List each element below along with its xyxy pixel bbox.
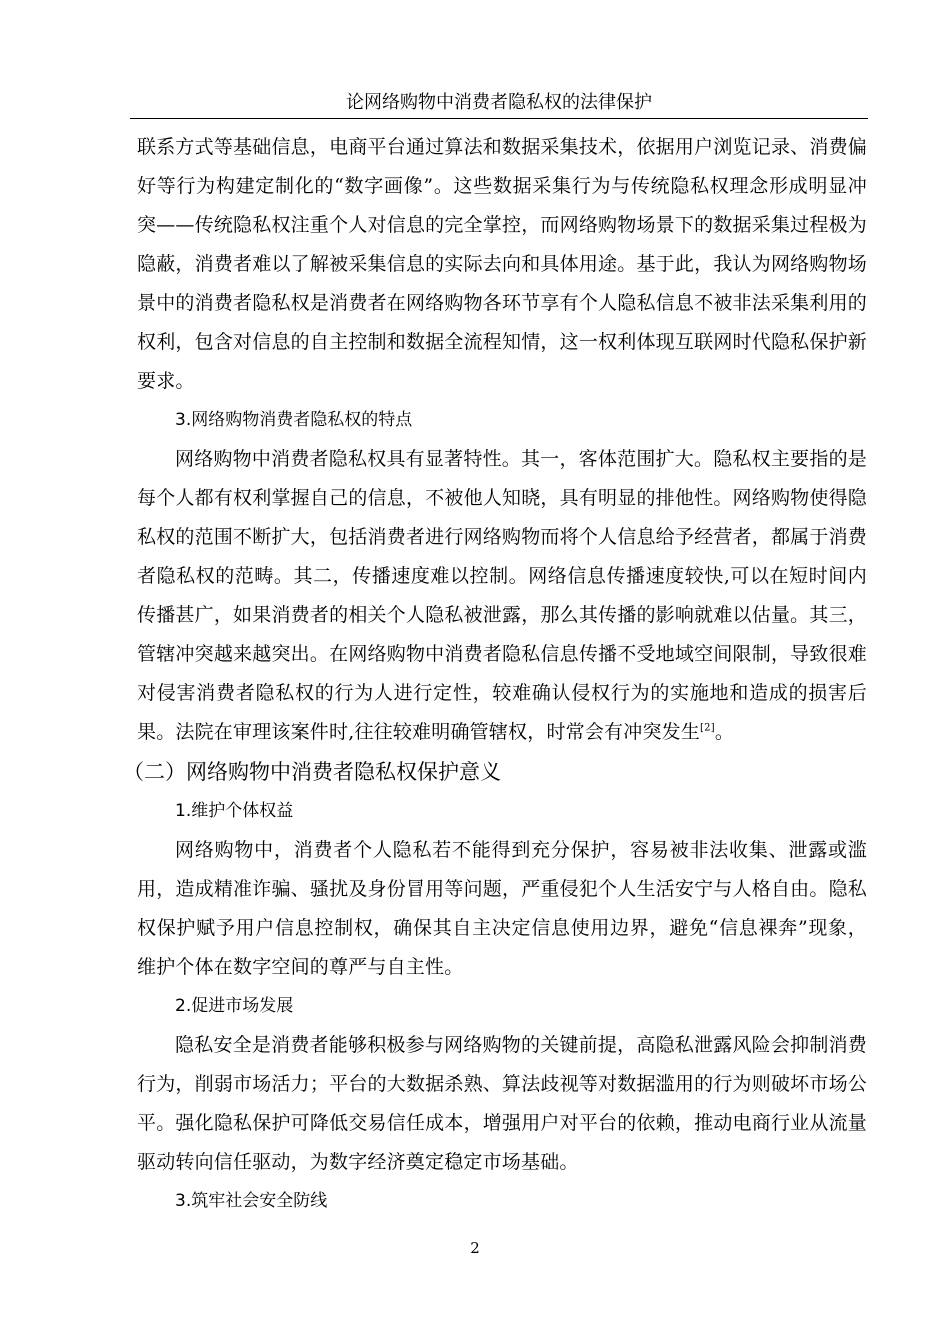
- subheading-individual-rights: 1.维护个体权益: [175, 801, 294, 821]
- paragraph-features-text: 网络购物中消费者隐私权具有显著特性。其一，客体范围扩大。隐私权主要指的是每个人都有权利掌握自己的信息，不被他人知晓，具有明显的排他性。网络购物使得隐私权的范围不断扩大，包括消费者进行网络购物而将个人信息给予经营者，都属于消费者隐私权的范畴。其二，传播速度难以控制。网络信息传播速度较快,可以在短时间内传播甚广，如果消费者的相关个人隐私被泄露，那么其传播的影响就难以估量。其三，管辖冲突越来越突出。在网络购物中消费者隐私信息传播不受地域空间限制，导致很难对侵害消费者隐私权的行为人进行定性，较难确认侵权行为的实施地和造成的损害后果。法院在审理该案件时,往往较难明确管辖权，时常会有冲突发生: [137, 448, 867, 743]
- document-body: [123, 128, 867, 1221]
- page-header: [130, 90, 868, 119]
- subheading-features: 3.网络购物消费者隐私权的特点: [175, 410, 413, 430]
- paragraph-market: 隐私安全是消费者能够积极参与网络购物的关键前提，高隐私泄露风险会抑制消费行为，削弱市场活力；平台的大数据杀熟、算法歧视等对数据滥用的行为则破坏市场公平。强化隐私保护可降低交易信任成本，增强用户对平台的依赖，推动电商行业从流量驱动转向信任驱动，为数字经济奠定稳定市场基础。: [137, 1034, 867, 1173]
- paragraph-continued: 联系方式等基础信息，电商平台通过算法和数据采集技术，依据用户浏览记录、消费偏好等行为构建定制化的“数字画像”。这些数据采集行为与传统隐私权理念形成明显冲突——传统隐私权注重个人对信息的完全掌控，而网络购物场景下的数据采集过程极为隐蔽，消费者难以了解被采集信息的实际去向和具体用途。基于此，我认为网络购物场景中的消费者隐私权是消费者在网络购物各环节享有个人隐私信息不被非法采集利用的权利，包含对信息的自主控制和数据全流程知情，这一权利体现互联网时代隐私保护新要求。: [137, 136, 867, 392]
- paragraph-individual-rights: 网络购物中，消费者个人隐私若不能得到充分保护，容易被非法收集、泄露或滥用，造成精准诈骗、骚扰及身份冒用等问题，严重侵犯个人生活安宁与人格自由。隐私权保护赋予用户信息控制权，确保其自主决定信息使用边界，避免“信息裸奔”现象，维护个体在数字空间的尊严与自主性。: [137, 839, 867, 978]
- header-title: 论网络购物中消费者隐私权的法律保护: [346, 92, 652, 113]
- section-heading: （二）网络购物中消费者隐私权保护意义: [123, 760, 501, 784]
- paragraph-features-end: 。: [714, 721, 735, 743]
- subheading-market: 2.促进市场发展: [175, 996, 294, 1016]
- citation-ref: [2]: [700, 722, 715, 734]
- page-number: 2: [470, 1239, 480, 1257]
- paragraph-features: [137, 440, 867, 752]
- subheading-social-security: 3.筑牢社会安全防线: [175, 1191, 328, 1211]
